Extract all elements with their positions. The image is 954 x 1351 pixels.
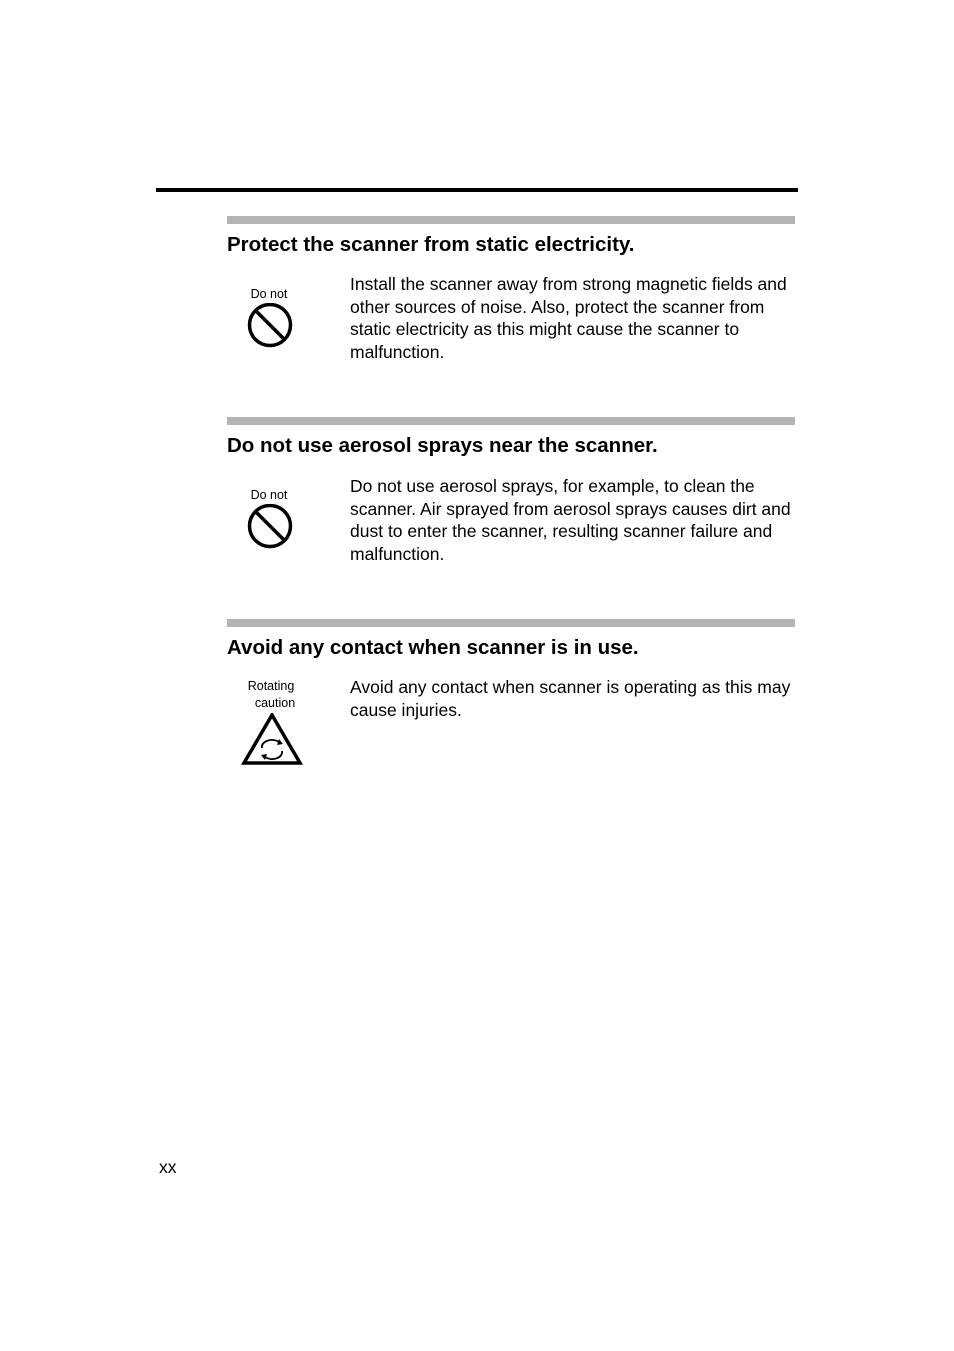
rotating-caution-icon bbox=[227, 713, 317, 765]
section-body: Avoid any contact when scanner is operating as this may cause injuries. bbox=[350, 677, 791, 720]
symbol-caption: Do not bbox=[250, 287, 288, 301]
prohibition-icon bbox=[227, 303, 317, 349]
do-not-symbol bbox=[227, 286, 317, 349]
section-title: Protect the scanner from static electricity. bbox=[227, 233, 635, 256]
rotating-caution-symbol bbox=[227, 678, 317, 765]
header-rule bbox=[156, 188, 798, 192]
section-static-electricity bbox=[227, 216, 795, 362]
section-bar bbox=[227, 417, 795, 425]
section-body: Install the scanner away from strong magnetic fields and other sources of noise. Also, protect the scanner from static electricity as this might cause the scanner to malfunction. bbox=[350, 274, 787, 362]
section-avoid-contact bbox=[227, 619, 795, 720]
do-not-symbol bbox=[227, 487, 317, 550]
symbol-caption-line1: Rotating bbox=[247, 679, 295, 693]
prohibition-icon bbox=[227, 504, 317, 550]
symbol-caption: Do not bbox=[250, 488, 288, 502]
section-title: Do not use aerosol sprays near the scanner. bbox=[227, 434, 658, 457]
section-bar bbox=[227, 216, 795, 224]
section-bar bbox=[227, 619, 795, 627]
section-body: Do not use aerosol sprays, for example, to clean the scanner. Air sprayed from aerosol sprays causes dirt and dust to enter the scanner, resulting scanner failure and malfunction. bbox=[350, 476, 791, 564]
page-number: xx bbox=[159, 1157, 177, 1177]
symbol-caption-line2: caution bbox=[254, 696, 296, 710]
section-title: Avoid any contact when scanner is in use. bbox=[227, 636, 639, 659]
section-aerosol-sprays bbox=[227, 417, 795, 564]
